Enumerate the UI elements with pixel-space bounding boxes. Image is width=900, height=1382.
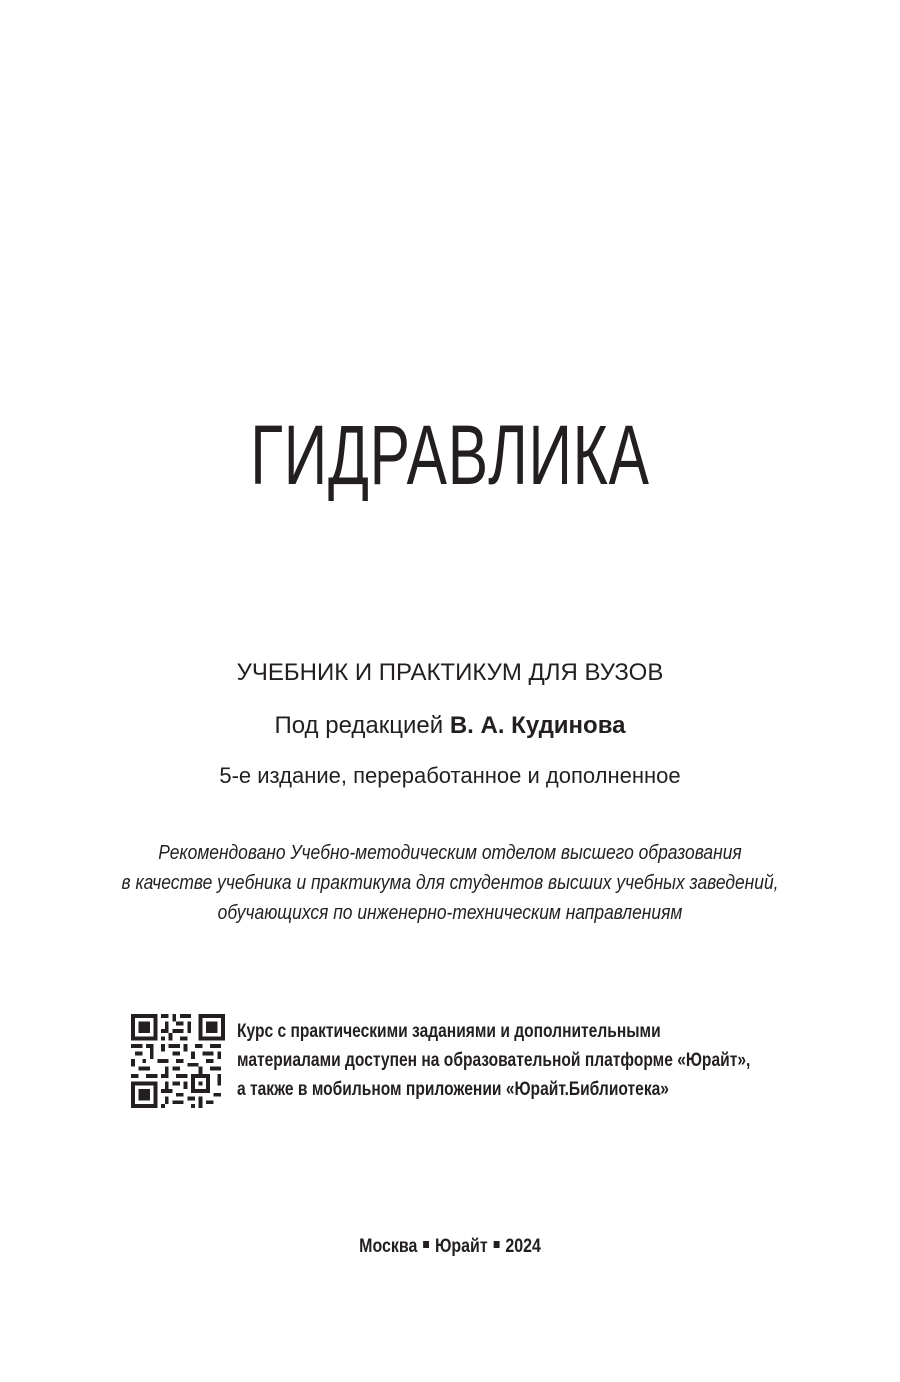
square-separator-icon [494, 1241, 500, 1248]
edition-note: 5-е издание, переработанное и дополненное [219, 763, 681, 788]
book-subtitle: УЧЕБНИК И ПРАКТИКУМ ДЛЯ ВУЗОВ [236, 659, 664, 686]
editor-name: В. А. Кудинова [449, 712, 626, 739]
course-note-line: материалами доступен на образовательной платформе «Юрайт», [237, 1050, 751, 1071]
qr-code-icon [131, 1014, 225, 1108]
course-note-line: а также в мобильном приложении «Юрайт.Библиотека» [237, 1079, 669, 1100]
recommendation-line: Рекомендовано Учебно-методическим отделом высшего образования [158, 841, 742, 864]
imprint-year: 2024 [505, 1236, 541, 1257]
editor-line [0, 711, 900, 741]
square-separator-icon [423, 1241, 429, 1248]
recommendation-text [68, 838, 833, 928]
book-title: ГИДРАВЛИКА [250, 408, 650, 502]
imprint-publisher: Юрайт [434, 1236, 488, 1257]
course-note [237, 1017, 750, 1104]
imprint-footer [72, 1232, 828, 1262]
imprint-city: Москва [359, 1236, 418, 1257]
recommendation-line: обучающихся по инженерно-техническим направлениям [217, 901, 683, 924]
course-note-line: Курс с практическими заданиями и дополнительными [237, 1021, 661, 1042]
editor-prefix: Под редакцией [274, 712, 444, 739]
recommendation-line: в качестве учебника и практикума для студентов высших учебных заведений, [121, 871, 779, 894]
